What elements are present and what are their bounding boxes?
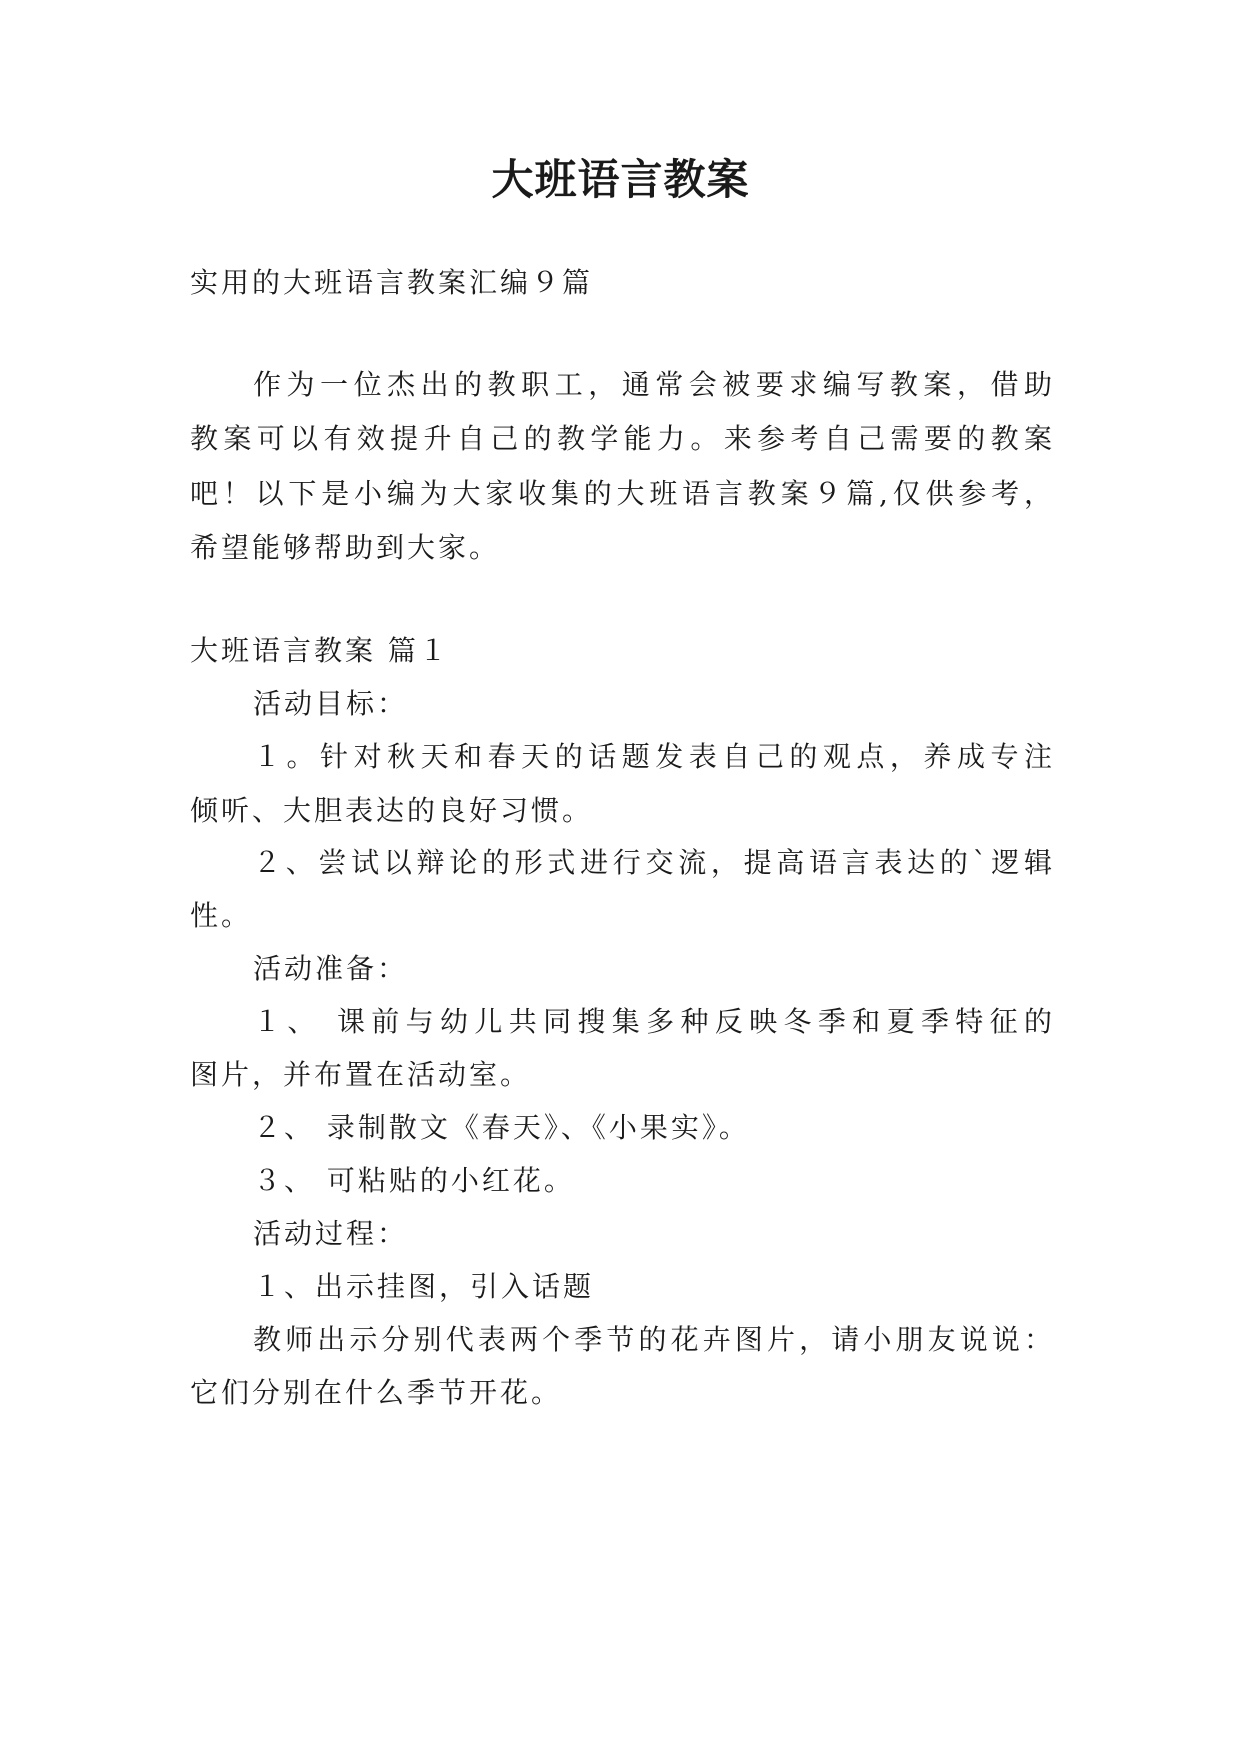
goal1-line-2: 倾听、大胆表达的良好习惯。 [190,794,594,827]
intro-line-2: 教案可以有效提升自己的教学能力。来参考自己需要的教案 [190,422,1052,455]
goals-label: 活动目标： [253,687,409,720]
intro-line-1: 作为一位杰出的教职工，通常会被要求编写教案，借助 [253,368,1052,401]
goal1-line-1: １。针对秋天和春天的话题发表自己的观点，养成专注 [253,740,1052,773]
section-heading: 大班语言教案 篇１ [190,634,450,667]
prep2: ２、 录制散文《春天》、《小果实》。 [253,1111,750,1144]
prep1-line-1: １、 课前与幼儿共同搜集多种反映冬季和夏季特征的 [253,1005,1052,1038]
document-title: 大班语言教案 [491,155,750,204]
goal2-line-1: ２、尝试以辩论的形式进行交流，提高语言表达的`逻辑 [253,846,1052,879]
step1: １、出示挂图，引入话题 [253,1270,595,1303]
intro-line-4: 希望能够帮助到大家。 [190,531,501,564]
intro-line-3: 吧！以下是小编为大家收集的大班语言教案９篇,仅供参考， [190,477,1052,510]
prep1-line-2: 图片，并布置在活动室。 [190,1058,532,1091]
document-subtitle: 实用的大班语言教案汇编９篇 [190,266,594,299]
goal2-line-2: 性。 [190,899,253,932]
process-label: 活动过程： [253,1217,409,1250]
prep-label: 活动准备： [253,952,409,985]
prep3: ３、 可粘贴的小红花。 [253,1164,575,1197]
step1-desc-line-1: 教师出示分别代表两个季节的花卉图片，请小朋友说说： [253,1323,1052,1356]
step1-desc-line-2: 它们分别在什么季节开花。 [190,1376,563,1409]
